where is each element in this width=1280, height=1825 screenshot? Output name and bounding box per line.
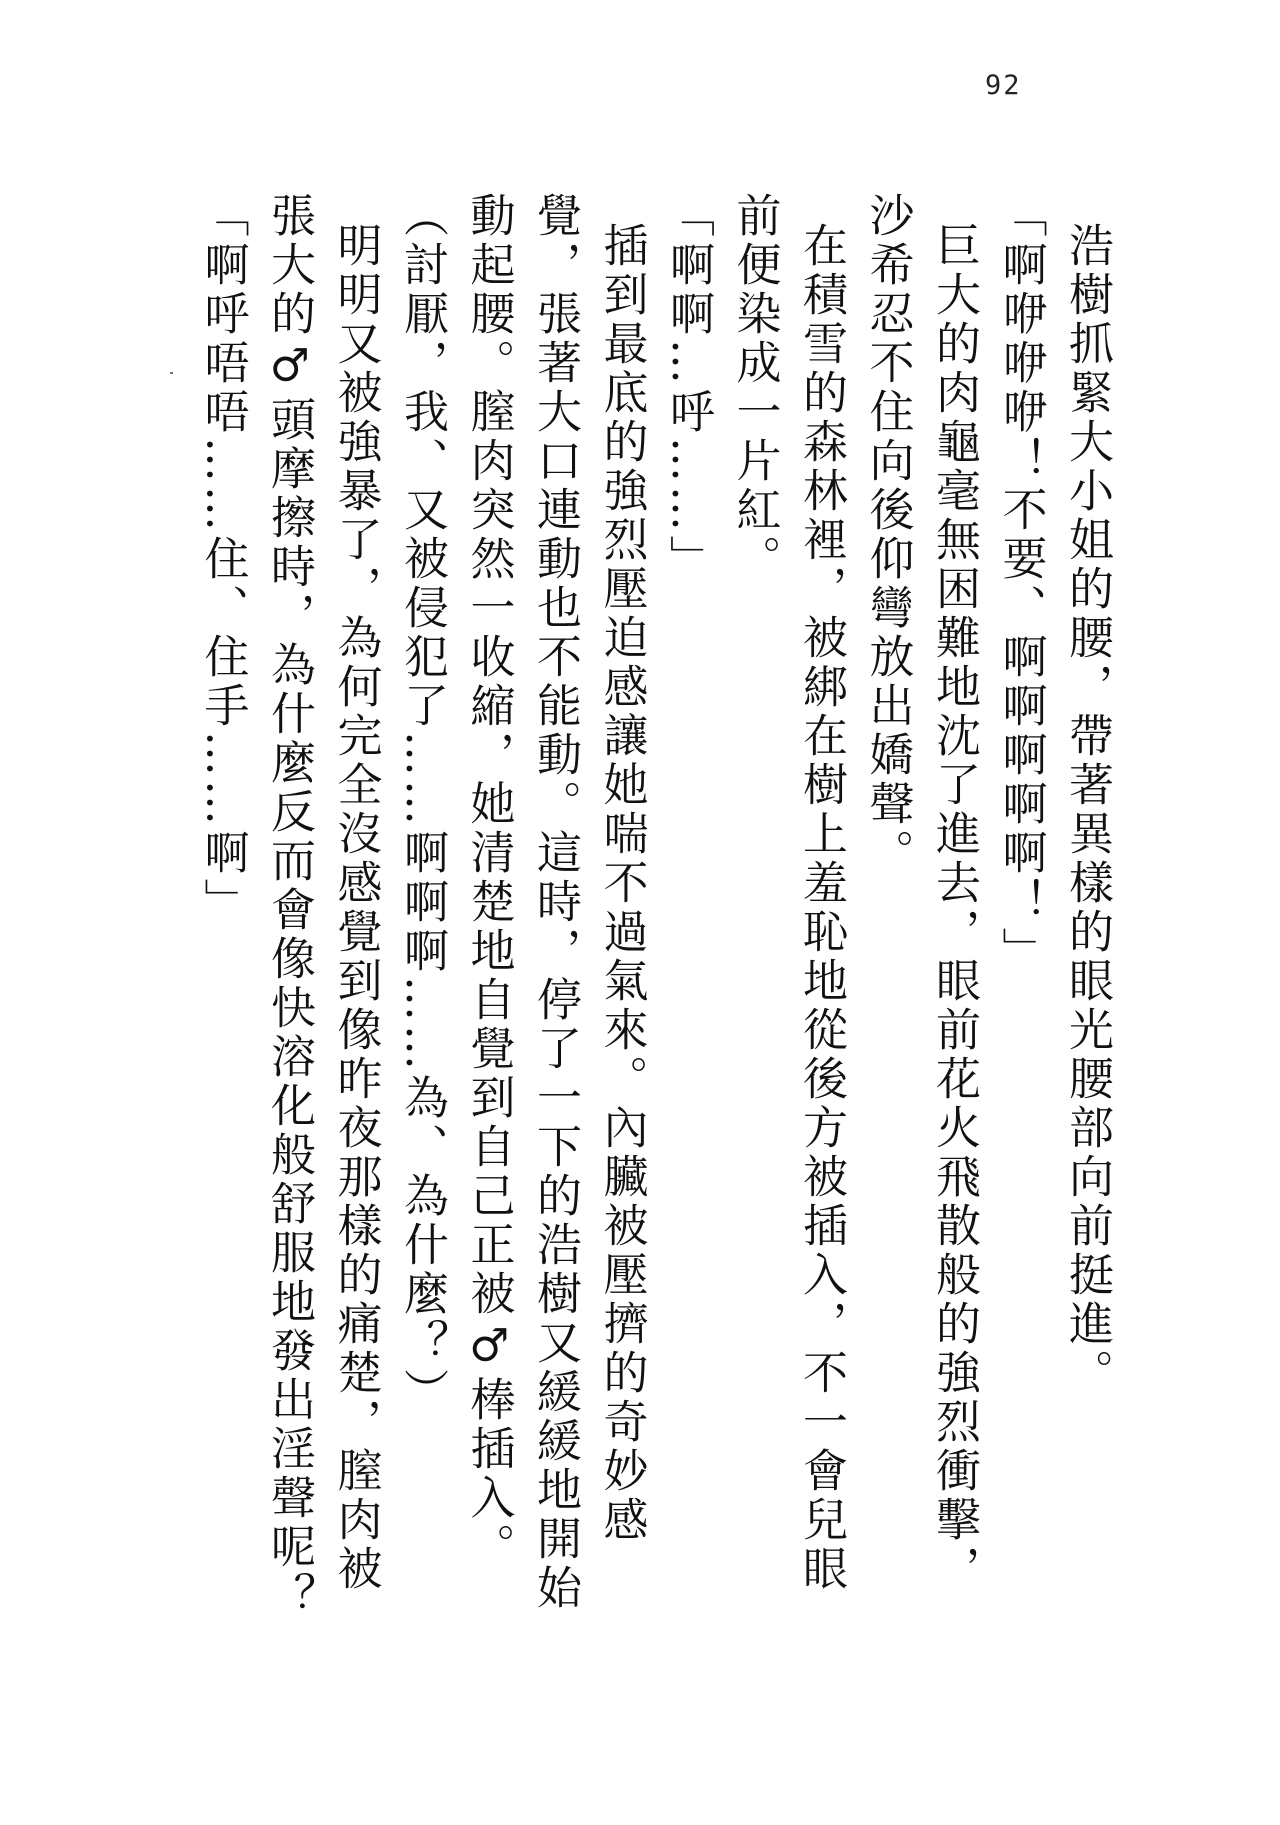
dialogue-line: 「啊呼唔唔……住、住手……啊」 (196, 192, 250, 927)
vertical-text-body (189, 192, 1120, 1672)
text-line: 覺，張著大口連動也不能動。這時，停了一下的浩樹又緩緩地開始 (529, 192, 582, 1613)
page-number: 92 (985, 70, 1022, 101)
text-line: 在積雪的森林裡，被綁在樹上羞恥地從後方被插入，不一會兒眼 (795, 222, 848, 1594)
thought-line: （討厭，我、又被侵犯了……啊啊啊……為、為什麼？） (396, 192, 449, 1417)
dialogue-line: 「啊啊…呼……」 (662, 192, 715, 584)
scan-speck (170, 372, 173, 374)
text-line: 明明又被強暴了，為何完全沒感覺到像昨夜那樣的痛楚，膣肉被 (329, 222, 383, 1594)
text-line: 張大的♂頭摩擦時，為什麼反而會像快溶化般舒服地發出淫聲呢？ (263, 192, 316, 1621)
text-line: 浩樹抓緊大小姐的腰，帶著異樣的眼光腰部向前挺進。 (1061, 222, 1114, 1398)
text-line: 動起腰。膣肉突然一收縮，她清楚地自覺到自己正被♂棒插入。 (462, 192, 516, 1572)
text-line: 沙希忍不住向後仰彎放出嬌聲。 (861, 192, 915, 878)
text-line: 插到最底的強烈壓迫感讓她喘不過氣來。內臟被壓擠的奇妙感 (595, 222, 649, 1545)
text-line: 前便染成一片紅。 (728, 192, 782, 584)
dialogue-line: 「啊咿咿咿！不要、啊啊啊啊啊！」 (994, 192, 1048, 976)
text-line: 巨大的肉龜毫無困難地沈了進去，眼前花火飛散般的強烈衝擊， (928, 222, 981, 1594)
